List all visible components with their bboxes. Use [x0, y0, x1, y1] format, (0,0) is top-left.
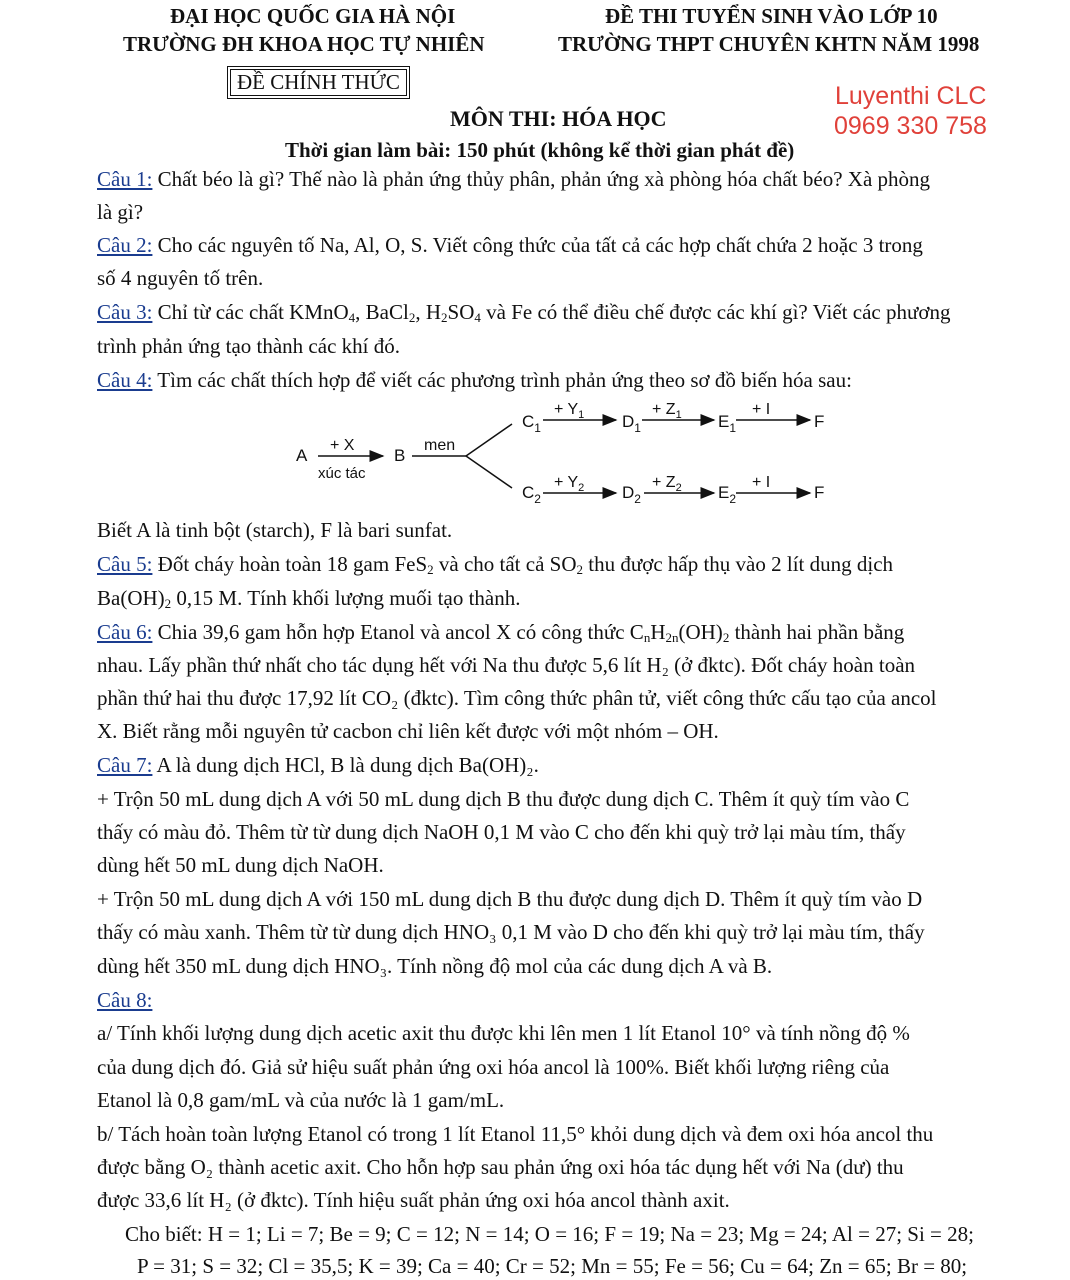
q6-line-2: nhau. Lấy phần thứ nhất cho tác dụng hết với Na thu được 5,6 lít H₂ (ở đktc). Đốt cháy hoàn toàn: [97, 653, 916, 677]
node-e2: $E_2$: [718, 483, 737, 506]
node-a: A: [296, 446, 308, 465]
node-c2: $C_2$: [522, 483, 541, 506]
q1-text-1: Chất béo là gì? Thế nào là phản ứng thủy phân, phản ứng xà phòng hóa chất béo? Xà phòng: [152, 167, 931, 191]
q6-label: Câu 6:: [97, 620, 153, 644]
q6-line-3: phần thứ hai thu được 17,92 lít CO₂ (đktc). Tìm công thức phân tử, viết công thức cấu tạo của ancol: [97, 686, 937, 710]
brand-phone: 0969 330 758: [834, 112, 987, 140]
node-d1: $D_1$: [622, 412, 641, 435]
atomic-masses-line-1: Cho biết: H = 1; Li = 7; Be = 9; C = 12; N = 14; O = 16; F = 19; Na = 23; Mg = 24; Al = 27; Si = 28;: [125, 1222, 974, 1246]
q7-p1-line-1: + Trộn 50 mL dung dịch A với 50 mL dung dịch B thu được dung dịch C. Thêm ít quỳ tím vào C: [97, 787, 910, 811]
official-label: ĐỀ CHÍNH THỨC: [230, 69, 407, 96]
q8-b-line-3: được 33,6 lít H₂ (ở đktc). Tính hiệu suất phản ứng oxi hóa ancol thành axit.: [97, 1188, 730, 1212]
reagent-z1: + $Z_1$: [652, 401, 682, 421]
branch-upper: [466, 424, 512, 456]
q7-p1-line-3: dùng hết 50 mL dung dịch NaOH.: [97, 853, 384, 877]
q3-line-1: Câu 3: Chỉ từ các chất KMnO$_4$, BaCl$_2$, $H_2SO_4$ và Fe có thể điều chế được các khí gì? Viết các phương: [97, 300, 951, 325]
q6-line-4: X. Biết rằng mỗi nguyên tử cacbon chỉ liên kết được với một nhóm – OH.: [97, 719, 719, 743]
branch-lower: [466, 456, 512, 488]
university-name: ĐẠI HỌC QUỐC GIA HÀ NỘI: [170, 4, 456, 28]
brand-name: Luyenthi CLC: [835, 82, 987, 110]
q2-text-1: Cho các nguyên tố Na, Al, O, S. Viết công thức của tất cả các hợp chất chứa 2 hoặc 3 trong: [152, 233, 923, 257]
q8-b-line-2: được bằng O₂ thành acetic axit. Cho hỗn hợp sau phản ứng oxi hóa tác dụng hết với Na (dư) thu: [97, 1155, 904, 1179]
reagent-y2: + $Y_2$: [554, 474, 585, 494]
node-f-upper: F: [814, 412, 825, 431]
q7-label: Câu 7:: [97, 753, 153, 777]
official-stamp: [227, 66, 410, 99]
reagent-i-lower: + I: [752, 474, 771, 491]
faculty-name: TRƯỜNG ĐH KHOA HỌC TỰ NHIÊN: [123, 32, 485, 56]
q7-text-1: A là dung dịch HCl, B là dung dịch Ba(OH)₂.: [152, 753, 539, 777]
q8-a-line-1: a/ Tính khối lượng dung dịch acetic axit thu được khi lên men 1 lít Etanol 10° và tính nồng độ %: [97, 1021, 910, 1045]
q7-p1-line-2: thấy có màu đỏ. Thêm từ từ dung dịch NaOH 0,1 M vào C cho đến khi quỳ trở lại màu tím, thấy: [97, 820, 906, 844]
q3-label: Câu 3:: [97, 300, 153, 324]
catalyst-label: xúc tác: [318, 465, 366, 482]
q7-p2-line-3: dùng hết 350 mL dung dịch HNO₃. Tính nồng độ mol của các dung dịch A và B.: [97, 954, 773, 978]
subject-title: MÔN THI: HÓA HỌC: [450, 106, 667, 131]
reagent-x: + X: [330, 437, 355, 454]
node-c1: $C_1$: [522, 412, 541, 435]
q8-line-label: [97, 988, 152, 1013]
q7-line-1: [97, 753, 539, 778]
node-f-lower: F: [814, 483, 825, 502]
q5-line-1: Câu 5: Đốt cháy hoàn toàn 18 gam FeS$_2$ và cho tất cả $SO_2$ thu được hấp thụ vào 2 lít dung dịch: [97, 552, 894, 577]
duration-line: Thời gian làm bài: 150 phút (không kể thời gian phát đề): [285, 138, 795, 162]
q1-line-2: là gì?: [97, 200, 144, 224]
school-year: TRƯỜNG THPT CHUYÊN KHTN NĂM 1998: [558, 32, 980, 56]
ferment-label: men: [424, 437, 456, 454]
q1-line-1: [97, 167, 930, 192]
q2-line-2: số 4 nguyên tố trên.: [97, 266, 264, 290]
q6-line-1: Câu 6: Chia 39,6 gam hỗn hợp Etanol và ancol X có công thức $C_nH_{2n}(OH)_2$ thành hai phần bằng: [97, 620, 905, 645]
reagent-y1: + $Y_1$: [554, 401, 585, 421]
node-e1: $E_1$: [718, 412, 737, 435]
q8-label: Câu 8:: [97, 988, 153, 1012]
q2-label: Câu 2:: [97, 233, 153, 257]
exam-title: ĐỀ THI TUYỂN SINH VÀO LỚP 10: [605, 4, 938, 28]
q4-text-1: Tìm các chất thích hợp để viết các phương trình phản ứng theo sơ đồ biến hóa sau:: [152, 368, 852, 392]
node-b: B: [394, 446, 406, 465]
q4-line-1: [97, 368, 852, 393]
q4-note: Biết A là tinh bột (starch), F là bari sunfat.: [97, 518, 453, 542]
q8-a-line-2: của dung dịch đó. Giả sử hiệu suất phản ứng oxi hóa ancol là 100%. Biết khối lượng riêng của: [97, 1055, 890, 1079]
q7-p2-line-2: thấy có màu xanh. Thêm từ từ dung dịch HNO₃ 0,1 M vào D cho đến khi quỳ trở lại màu tím, thấy: [97, 920, 925, 944]
q7-p2-line-1: + Trộn 50 mL dung dịch A với 150 mL dung dịch B thu được dung dịch D. Thêm ít quỳ tím vào D: [97, 887, 923, 911]
reagent-z2: + $Z_2$: [652, 474, 682, 494]
q4-label: Câu 4:: [97, 368, 153, 392]
reagent-i-upper: + I: [752, 401, 771, 418]
reaction-scheme: [290, 398, 850, 510]
q8-b-line-1: b/ Tách hoàn toàn lượng Etanol có trong 1 lít Etanol 11,5° khỏi dung dịch và đem oxi hóa ancol thu: [97, 1122, 934, 1146]
q5-label: Câu 5:: [97, 552, 153, 576]
q2-line-1: [97, 233, 923, 258]
atomic-masses-line-2: P = 31; S = 32; Cl = 35,5; K = 39; Ca = 40; Cr = 52; Mn = 55; Fe = 56; Cu = 64; Zn = 65; Br = 80;: [137, 1254, 968, 1278]
q3-line-2: trình phản ứng tạo thành các khí đó.: [97, 334, 400, 358]
q1-label: Câu 1:: [97, 167, 153, 191]
q5-line-2: $Ba(OH)_2$ 0,15 M. Tính khối lượng muối tạo thành.: [97, 586, 521, 611]
node-d2: $D_2$: [622, 483, 641, 506]
q8-a-line-3: Etanol là 0,8 gam/mL và của nước là 1 gam/mL.: [97, 1088, 505, 1112]
